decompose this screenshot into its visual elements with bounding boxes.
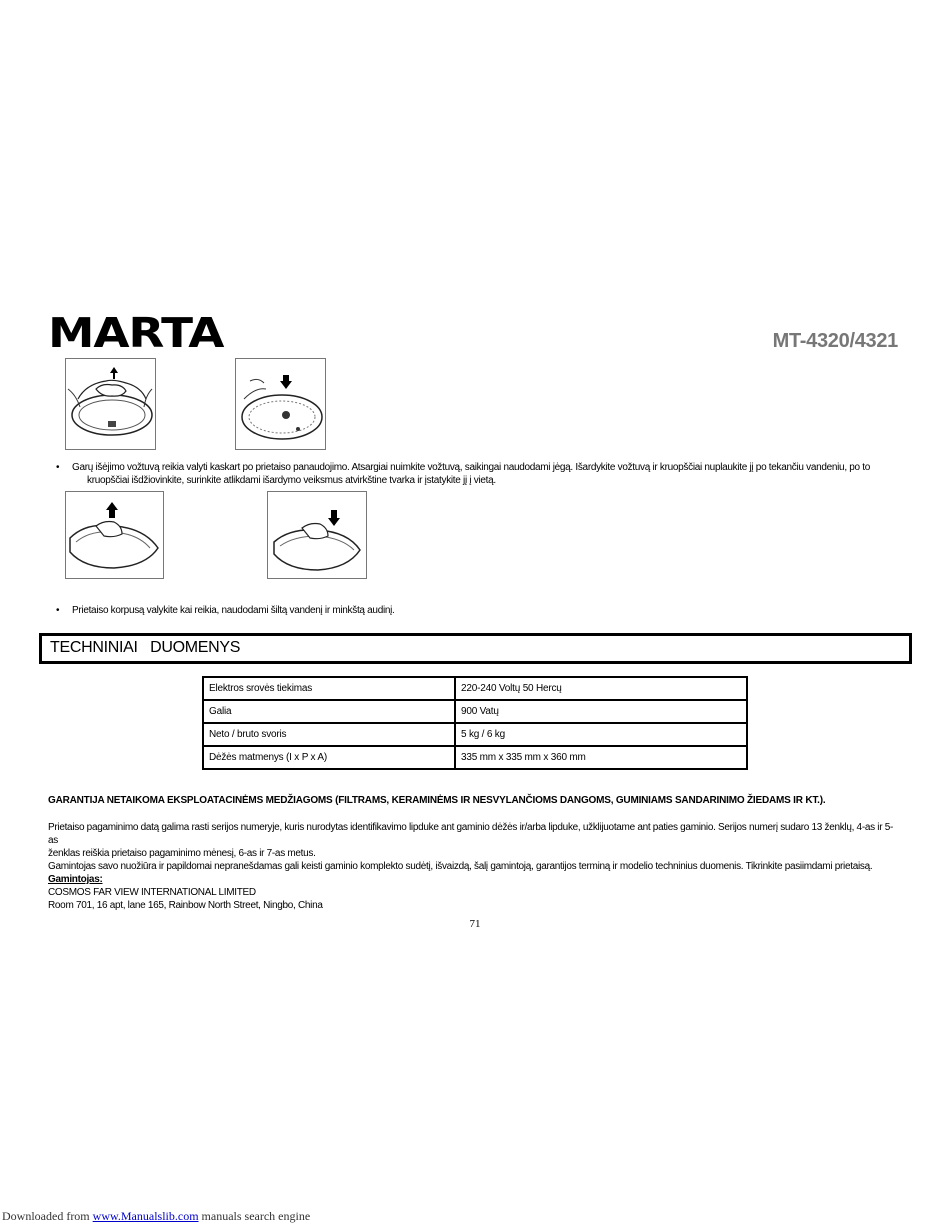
spec-label: Elektros srovės tiekimas [203,677,455,700]
spec-label: Neto / bruto svoris [203,723,455,746]
manufacturer-name: COSMOS FAR VIEW INTERNATIONAL LIMITED [48,887,256,898]
manualslib-link[interactable]: www.Manualslib.com [92,1209,199,1223]
manufacturer-note: Gamintojas savo nuožiūra ir papildomai nepranešdamas gali keisti gaminio komplekto sudėtį, išvaizdą, šalį gamintoją, garantijos terminą ir modelio techninius duomenis. Tikrinkite pasiimdami prietaisą. [48,861,873,872]
illustration-valve-cap-removal [65,358,156,450]
download-footer [2,1209,310,1224]
illustration-valve-cap-insertion [235,358,326,450]
bullet-dot: • [56,605,60,616]
illustration-valve-removal-lid [65,491,164,579]
manufacturer-label: Gamintojas: [48,874,103,885]
bullet-dot: • [56,462,60,473]
table-row [203,723,747,746]
brand-logo: MARTA [48,309,224,357]
spec-label: Galia [203,700,455,723]
page-number: 71 [469,918,481,930]
serial-info-line1: Prietaiso pagaminimo datą galima rasti serijos numeryje, kuris nurodytas identifikavimo lipduke ant gaminio dėžės ir/arba lipduke, užklijuotame ant paties gaminio. Serijos numerį sudaro 13 ženklų, 4-as ir 5-as [48,822,894,846]
steam-valve-instruction-line2: kruopščiai išdžiovinkite, surinkite atlikdami išardymo veiksmus atvirkštine tvarka ir įstatykite jį į vietą. [87,475,496,486]
spec-value: 5 kg / 6 kg [455,723,747,746]
illustration-valve-insertion-lid [267,491,367,579]
table-row [203,746,747,769]
section-title: TECHNINIAI DUOMENYS [50,639,241,656]
body-cleaning-instruction: Prietaiso korpusą valykite kai reikia, naudodami šiltą vandenį ir minkštą audinį. [72,605,395,616]
warranty-notice: GARANTIJA NETAIKOMA EKSPLOATACINĖMS MEDŽIAGOMS (FILTRAMS, KERAMINĖMS IR NESVYLANČIOMS DANGOMS, GUMINIAMS SANDARINIMO ŽIEDAMS IR KT.). [48,795,826,806]
technical-data-section [39,633,912,664]
spec-label: Dėžės matmenys (I x P x A) [203,746,455,769]
manufacturer-address: Room 701, 16 apt, lane 165, Rainbow North Street, Ningbo, China [48,900,323,911]
spec-value: 220-240 Voltų 50 Hercų [455,677,747,700]
serial-info-line2: ženklas reiškia prietaiso pagaminimo mėnesį, 6-as ir 7-as metus. [48,848,316,859]
table-row [203,677,747,700]
table-row [203,700,747,723]
spec-value: 335 mm x 335 mm x 360 mm [455,746,747,769]
footer-suffix: manuals search engine [198,1209,311,1223]
model-number: MT-4320/4321 [772,330,898,352]
technical-data-table [202,676,748,770]
spec-value: 900 Vatų [455,700,747,723]
steam-valve-instruction-line1: Garų išėjimo vožtuvą reikia valyti kaskart po prietaiso panaudojimo. Atsargiai nuimkite vožtuvą, saikingai naudodami jėgą. Išardykite vožtuvą ir kruopščiai nuplaukite jį po tekančiu vandeniu, po to [72,462,871,473]
footer-prefix: Downloaded from [2,1209,93,1223]
